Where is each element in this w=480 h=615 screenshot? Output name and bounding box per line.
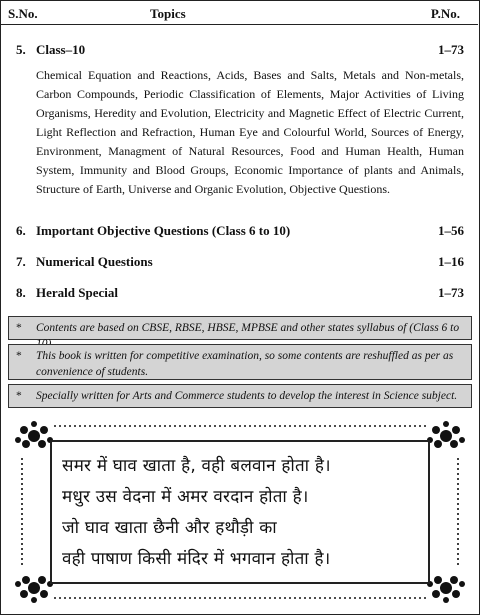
entry-number: 8. xyxy=(16,285,26,300)
contents-header xyxy=(0,0,478,25)
entry-title: Numerical Questions xyxy=(36,254,153,269)
poem-line: वही पाषाण किसी मंदिर में भगवान होता है। xyxy=(62,549,331,569)
header-sno: S.No. xyxy=(8,6,38,21)
header-topics: Topics xyxy=(150,6,186,21)
note-bullet: * xyxy=(16,350,22,362)
note-text: Contents are based on CBSE, RBSE, HBSE, MPBSE and other states syllabus of (Class 6 to xyxy=(36,322,460,334)
entry-title: Class–10 xyxy=(36,42,86,57)
entry-number: 6. xyxy=(16,223,26,238)
note-bullet: * xyxy=(16,322,22,334)
entry-number: 5. xyxy=(16,42,26,57)
note-bullet: * xyxy=(16,390,22,402)
entry-pages: 1–56 xyxy=(438,223,464,238)
entry-title: Important Objective Questions (Class 6 to 10) xyxy=(36,223,291,238)
poem-line: जो घाव खाता छैनी और हथौड़ी का xyxy=(62,518,277,538)
poem-line: मधुर उस वेदना में अमर वरदान होता है। xyxy=(62,487,309,507)
header-pno: P.No. xyxy=(430,6,460,21)
entry-pages: 1–16 xyxy=(438,254,464,269)
entry-pages: 1–73 xyxy=(438,285,464,300)
note-text: This book is written for competitive examination, so some contents are reshuffled as per as convenience of students. xyxy=(36,350,454,378)
entry-pages: 1–73 xyxy=(438,42,464,57)
note-box xyxy=(8,384,472,408)
entry-title: Herald Special xyxy=(36,285,118,300)
entry-number: 7. xyxy=(16,254,26,269)
note-box xyxy=(8,344,472,380)
note-box xyxy=(8,316,472,340)
note-text: Specially written for Arts and Commerce students to develop the interest in Science subject. xyxy=(36,390,458,402)
entry-description: Chemical Equation and Reactions, Acids, Bases and Salts, Metals and Non-metals, Carbon Compounds, Periodic Classification of Elements, Major Activities of Living Organisms, Heredity and Evolution, Electricity and Magnetic Effect of Electric Current, Light Reflection and Refraction, Human Eye and Colourful World, Sources of Energy, Environment, Managment of Natural Resources, Food and Human Health, Human System, Immunity and Blood Groups, Economic Importance of plants and Animals, Structure of Earth, Universe and Organic Evolution, Objective Questions. xyxy=(36,68,464,196)
poem-line: समर में घाव खाता है, वही बलवान होता है। xyxy=(62,456,331,476)
